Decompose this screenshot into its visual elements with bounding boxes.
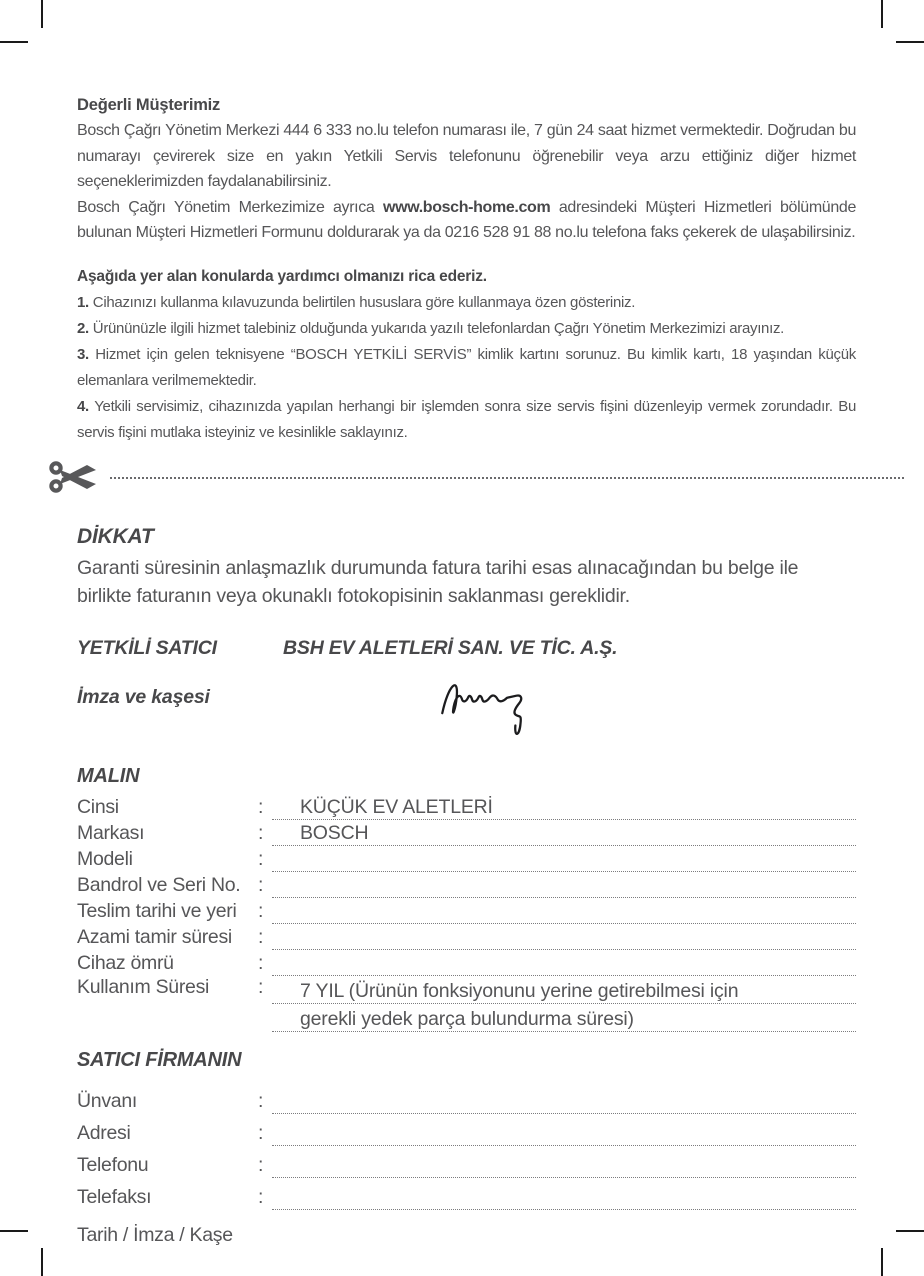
crop-mark-top-left-vertical xyxy=(41,0,43,28)
form-colon: : xyxy=(258,847,264,870)
form-fill-line xyxy=(272,1145,856,1146)
document-content xyxy=(77,92,856,1250)
form-row-cihaz-omru xyxy=(77,950,856,976)
form-colon: : xyxy=(258,925,264,948)
form-label: Bandrol ve Seri No. xyxy=(77,873,241,896)
form-label: Modeli xyxy=(77,847,133,870)
intro-paragraph-1: Bosch Çağrı Yönetim Merkezi 444 6 333 no.lu telefon numarası ile, 7 gün 24 saat hizmet vermektedir. Doğrudan bu numarayı çevirerek size en yakın Yetkili Servis telefonunu öğrenebilir veya arzu ettiğiniz diğer hizmet seçeneklerimizden faydalanabilirsiniz. xyxy=(77,122,856,190)
intro-paragraph-2 xyxy=(77,195,856,246)
help-item-4 xyxy=(77,394,856,446)
form-label: Markası xyxy=(77,821,145,844)
form-row-telefaksi xyxy=(77,1178,856,1210)
form-fill-line xyxy=(272,1113,856,1114)
dealer-company-name: BSH EV ALETLERİ SAN. VE TİC. A.Ş. xyxy=(283,636,618,659)
crop-mark-top-right-vertical xyxy=(881,0,883,28)
form-fill-line xyxy=(272,821,856,846)
form-fill-line xyxy=(272,1004,856,1032)
crop-mark-top-left-horizontal xyxy=(0,41,28,43)
malin-form xyxy=(77,794,856,1032)
dikkat-heading: DİKKAT xyxy=(77,524,154,548)
form-fill-line xyxy=(272,871,856,872)
form-row-modeli xyxy=(77,846,856,872)
form-fill-line xyxy=(272,795,856,820)
form-row-adresi xyxy=(77,1114,856,1146)
crop-mark-bottom-right-horizontal xyxy=(896,1230,924,1232)
malin-heading: MALIN xyxy=(77,764,140,787)
form-label: Telefaksı xyxy=(77,1185,152,1208)
form-label: Cihaz ömrü xyxy=(77,951,174,974)
form-row-cinsi xyxy=(77,794,856,820)
form-colon: : xyxy=(258,821,264,844)
satici-form xyxy=(77,1082,856,1210)
form-row-teslim-tarihi xyxy=(77,898,856,924)
form-row-telefonu xyxy=(77,1146,856,1178)
help-item-3 xyxy=(77,342,856,394)
signature-label: İmza ve kaşesi xyxy=(77,685,210,708)
form-fill-line xyxy=(272,923,856,924)
form-colon: : xyxy=(258,1121,264,1144)
form-label: Azami tamir süresi xyxy=(77,925,232,948)
form-colon: : xyxy=(258,1185,264,1208)
crop-mark-top-right-horizontal xyxy=(896,41,924,43)
dealer-row xyxy=(77,637,856,660)
form-label: Ünvanı xyxy=(77,1089,137,1112)
form-row-kullanim-suresi xyxy=(77,976,856,1032)
form-value: gerekli yedek parça bulundurma süresi) xyxy=(300,1007,634,1030)
form-fill-line xyxy=(272,976,856,1004)
dotted-cut-line xyxy=(110,477,904,479)
tarih-imza-kase-label: Tarih / İmza / Kaşe xyxy=(77,1223,233,1246)
cut-here-line xyxy=(48,458,904,496)
help-item-3-text: Hizmet için gelen teknisyene “BOSCH YETKİLİ SERVİS” kimlik kartını sorunuz. Bu kimlik kartı, 18 yaşından küçük elemanlara verilmemektedir. xyxy=(77,345,856,389)
form-row-unvani xyxy=(77,1082,856,1114)
form-fill-line xyxy=(272,1209,856,1210)
form-label: Cinsi xyxy=(77,795,119,818)
help-item-1 xyxy=(77,290,856,316)
form-fill-line xyxy=(272,1177,856,1178)
form-colon: : xyxy=(258,1089,264,1112)
intro-paragraph-2-before: Bosch Çağrı Yönetim Merkezimize ayrıca xyxy=(77,198,383,216)
crop-mark-bottom-left-horizontal xyxy=(0,1230,28,1232)
help-item-4-number: 4. xyxy=(77,397,89,415)
crop-mark-bottom-right-vertical xyxy=(881,1248,883,1276)
help-item-2-text: Ürününüzle ilgili hizmet talebiniz olduğunda yukarıda yazılı telefonlardan Çağrı Yönetim Merkezimizi arayınız. xyxy=(88,319,785,337)
form-row-bandrol-seri-no xyxy=(77,872,856,898)
help-item-1-number: 1. xyxy=(77,293,89,311)
help-item-1-text: Cihazınızı kullanma kılavuzunda belirtilen hususlara göre kullanmaya özen gösteriniz. xyxy=(88,293,636,311)
form-value: KÜÇÜK EV ALETLERİ xyxy=(300,795,493,818)
form-row-markasi xyxy=(77,820,856,846)
help-item-2-number: 2. xyxy=(77,319,89,337)
satici-heading: SATICI FİRMANIN xyxy=(77,1048,242,1071)
signature-image xyxy=(429,672,541,742)
form-colon: : xyxy=(258,951,264,974)
form-fill-line xyxy=(272,949,856,950)
form-colon: : xyxy=(258,873,264,896)
form-label: Teslim tarihi ve yeri xyxy=(77,899,237,922)
help-item-4-text: Yetkili servisimiz, cihazınızda yapılan herhangi bir işlemden sonra size servis fişini düzenleyip vermek zorundadır. Bu servis fişini mutlaka isteyiniz ve kesinlikle saklayınız. xyxy=(77,397,856,441)
website-text: www.bosch-home.com xyxy=(383,198,551,216)
crop-mark-bottom-left-vertical xyxy=(41,1248,43,1276)
intro-heading: Değerli Müşterimiz xyxy=(77,96,221,114)
form-multiline-value xyxy=(272,976,856,1032)
form-fill-line xyxy=(272,897,856,898)
form-value: 7 YIL (Ürünün fonksiyonunu yerine getirebilmesi için xyxy=(300,979,739,1002)
form-colon: : xyxy=(258,975,264,998)
dikkat-text: Garanti süresinin anlaşmazlık durumunda fatura tarihi esas alınacağından bu belge ile birlikte faturanın veya okunaklı fotokopisinin saklanması gereklidir. xyxy=(77,556,799,607)
form-colon: : xyxy=(258,899,264,922)
help-item-2 xyxy=(77,316,856,342)
form-colon: : xyxy=(258,1153,264,1176)
form-label: Adresi xyxy=(77,1121,131,1144)
form-label: Kullanım Süresi xyxy=(77,975,210,998)
form-value: BOSCH xyxy=(300,821,369,844)
form-label: Telefonu xyxy=(77,1153,149,1176)
dealer-label: YETKİLİ SATICI xyxy=(77,636,217,659)
scissors-icon xyxy=(48,459,106,495)
form-row-azami-tamir-suresi xyxy=(77,924,856,950)
signature-row xyxy=(77,686,856,744)
intro-paragraph-2-after: adresindeki Müşteri Hizmetleri bölümünde bulunan Müşteri Hizmetleri Formunu doldurarak ya da 0216 528 91 88 no.lu telefona faks çekerek de ulaşabilirsiniz. xyxy=(77,198,857,241)
help-item-3-number: 3. xyxy=(77,345,89,363)
form-colon: : xyxy=(258,795,264,818)
help-heading: Aşağıda yer alan konularda yardımcı olmanızı rica ederiz. xyxy=(77,267,487,285)
